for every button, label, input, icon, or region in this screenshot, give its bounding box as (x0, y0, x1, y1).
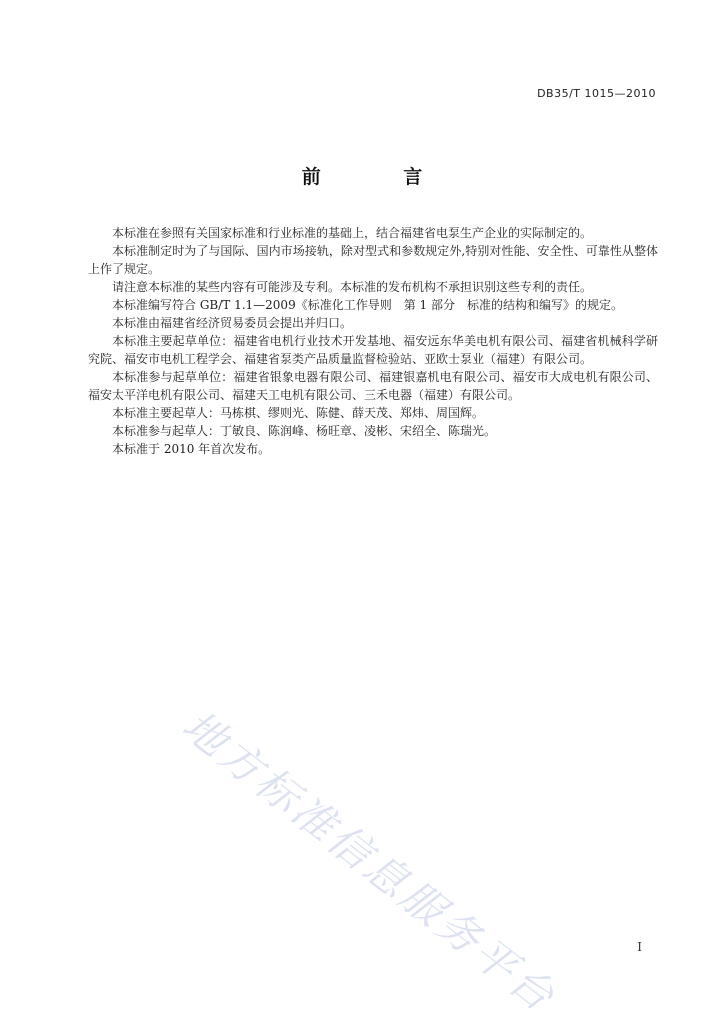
paragraph-proposer: 本标准由福建省经济贸易委员会提出并归口。 (112, 316, 353, 330)
paragraph-main-drafting-units: 本标准主要起草单位：福建省电机行业技术开发基地、福安远东华美电机有限公司、福建省机械科学研究院、福安市电机工程学会、福建省泵类产品质量监督检验站、亚欧士泵业（福建）有限公司。 (88, 334, 658, 366)
paragraph-patent-notice: 请注意本标准的某些内容有可能涉及专利。本标准的发布机构不承担识别这些专利的责任。 (112, 280, 593, 294)
paragraph-drafting-rules: 本标准编写符合 GB/T 1.1—2009《标准化工作导则 第 1 部分 标准的结构和编写》的规定。 (112, 298, 623, 312)
paragraph-first-release: 本标准于 2010 年首次发布。 (112, 442, 271, 456)
page-title: 前 言 (301, 166, 461, 188)
paragraph-scope: 本标准制定时为了与国际、国内市场接轨，除对型式和参数规定外,特别对性能、安全性、可靠性从整体上作了规定。 (88, 244, 658, 276)
page-number: I (637, 940, 642, 954)
paragraph-participating-drafters: 本标准参与起草人：丁敏良、陈润峰、杨旺章、凌彬、宋绍全、陈瑞光。 (112, 424, 497, 438)
watermark: 地方标准信息服务平台 (173, 700, 567, 1023)
paragraph-basis: 本标准在参照有关国家标准和行业标准的基础上，结合福建省电泵生产企业的实际制定的。 (112, 226, 593, 240)
paragraph-main-drafters: 本标准主要起草人：马栋棋、缪则光、陈健、薛天茂、郑炜、周国辉。 (112, 406, 485, 420)
foreword-body (88, 224, 658, 458)
paragraph-participating-units: 本标准参与起草单位：福建省银象电器有限公司、福建银嘉机电有限公司、福安市大成电机有限公司、福安太平洋电机有限公司、福建天工电机有限公司、三禾电器（福建）有限公司。 (88, 370, 658, 402)
document-code: DB35/T 1015—2010 (537, 87, 656, 100)
